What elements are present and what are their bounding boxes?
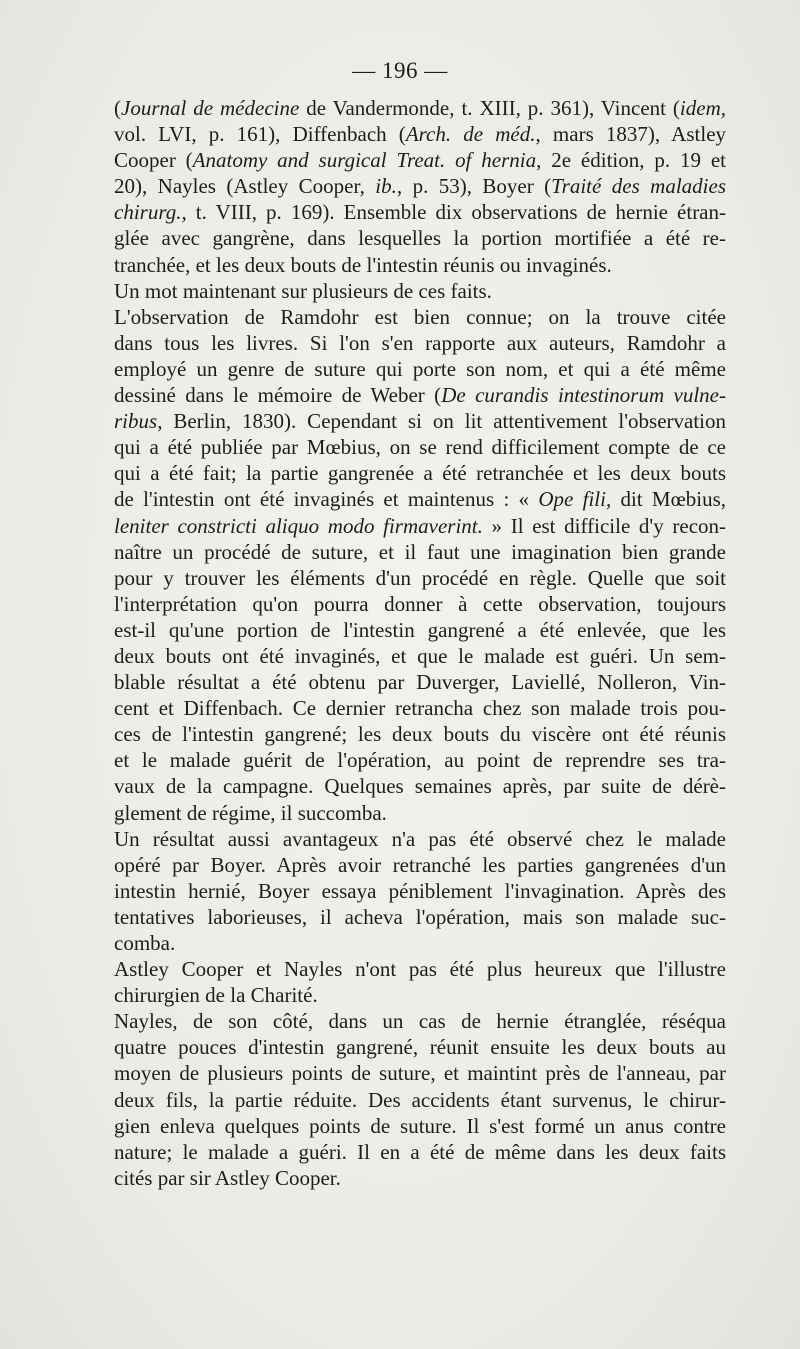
italic-text: Anatomy and surgical Treat. of hernia	[192, 148, 537, 173]
text-line	[114, 773, 726, 799]
text-run: glée avec gangrène, dans lesquelles la portion mortifiée a été re-	[114, 226, 726, 251]
text-run: dessiné dans le mémoire de Weber (	[114, 383, 442, 408]
text-run: ces de l'intestin gangrené; les deux bouts du viscère ont été réunis	[114, 722, 726, 747]
text-line	[114, 800, 726, 826]
text-line	[114, 1165, 726, 1191]
text-line	[114, 278, 726, 304]
italic-text: leniter constricti aliquo modo firmaverint.	[114, 513, 483, 538]
text-run: deux fils, la partie réduite. Des accidents étant survenus, le chirur-	[114, 1087, 726, 1112]
italic-text: Arch. de méd.	[405, 122, 536, 147]
text-run: qui a été fait; la partie gangrenée a été retranchée et les deux bouts	[114, 461, 726, 486]
text-run: gien enleva quelques points de suture. Il s'est formé un anus contre	[114, 1113, 726, 1138]
text-line	[114, 721, 726, 747]
italic-text: Journal de médecine	[121, 96, 300, 120]
text-line	[114, 486, 726, 512]
text-run: blable résultat a été obtenu par Duverger, Laviellé, Nolleron, Vin-	[114, 670, 726, 695]
text-line	[114, 356, 726, 382]
text-line	[114, 1139, 726, 1165]
text-line	[114, 460, 726, 486]
text-line	[114, 539, 726, 565]
text-run: est-il qu'une portion de l'intestin gangrené a été enlevée, que les	[114, 617, 726, 642]
text-run: , t. VIII, p. 169). Ensemble dix observations de hernie étran-	[181, 200, 726, 225]
text-line	[114, 95, 726, 121]
text-line	[114, 956, 726, 982]
text-run: L'observation de Ramdohr est bien connue; on la trouve citée	[114, 304, 726, 329]
text-run: dit Mœbius,	[611, 487, 727, 512]
text-line	[114, 591, 726, 617]
text-line	[114, 1034, 726, 1060]
text-line	[114, 669, 726, 695]
body-text	[114, 95, 726, 1191]
text-line	[114, 930, 726, 956]
text-line	[114, 565, 726, 591]
text-line	[114, 617, 726, 643]
italic-text: chirurg.	[114, 200, 182, 225]
text-run: , mars 1837), Astley	[535, 122, 727, 147]
text-run: l'interprétation qu'on pourra donner à cette observation, toujours	[114, 591, 726, 616]
italic-text: ribus	[114, 409, 158, 434]
text-line	[114, 147, 726, 173]
text-run: Cooper (	[114, 148, 193, 173]
text-run: et le malade guérit de l'opération, au point de reprendre ses tra-	[114, 748, 726, 773]
text-run: Un mot maintenant sur plusieurs de ces faits.	[114, 278, 492, 303]
text-run: , 2e édition, p. 19 et	[536, 148, 726, 173]
text-run: 20), Nayles (Astley Cooper,	[114, 174, 376, 199]
italic-text: idem,	[679, 96, 726, 120]
text-run: dans tous les livres. Si l'on s'en rapporte aux auteurs, Ramdohr a	[114, 330, 726, 355]
italic-text: Traité des maladies	[551, 174, 726, 199]
text-line	[114, 408, 726, 434]
text-line	[114, 852, 726, 878]
text-line	[114, 826, 726, 852]
text-line	[114, 173, 726, 199]
text-run: tentatives laborieuses, il acheva l'opération, mais son malade suc-	[114, 904, 726, 929]
text-line	[114, 904, 726, 930]
text-run: qui a été publiée par Mœbius, on se rend difficilement compte de ce	[114, 435, 726, 460]
text-line	[114, 1008, 726, 1034]
text-run: de l'intestin ont été invaginés et maintenus : «	[114, 487, 539, 512]
text-run: moyen de plusieurs points de suture, et maintint près de l'anneau, par	[114, 1061, 726, 1086]
text-run: nature; le malade a guéri. Il en a été de même dans les deux faits	[114, 1139, 726, 1164]
text-line	[114, 1113, 726, 1139]
text-line	[114, 330, 726, 356]
text-line	[114, 643, 726, 669]
text-run: pour y trouver les éléments d'un procédé en règle. Quelle que soit	[114, 565, 726, 590]
text-run: comba.	[114, 931, 176, 955]
page-number: — 196 —	[352, 58, 448, 83]
text-run: , p. 53), Boyer (	[396, 174, 552, 199]
text-line	[114, 434, 726, 460]
text-run: deux bouts ont été invaginés, et que le malade est guéri. Un sem-	[114, 643, 726, 668]
text-line	[114, 878, 726, 904]
text-run: naître un procédé de suture, et il faut une imagination bien grande	[114, 539, 726, 564]
italic-text: ib.	[375, 174, 397, 199]
text-line	[114, 225, 726, 251]
text-run: cent et Diffenbach. Ce dernier retrancha chez son malade trois pou-	[114, 696, 726, 721]
italic-text: Ope fili,	[538, 487, 612, 512]
text-line	[114, 513, 726, 539]
text-run: Un résultat aussi avantageux n'a pas été observé chez le malade	[114, 826, 726, 851]
text-run: employé un genre de suture qui porte son nom, et qui a été même	[114, 356, 726, 381]
text-line	[114, 199, 726, 225]
text-run: Nayles, de son côté, dans un cas de hernie étranglée, réséqua	[114, 1009, 726, 1034]
text-run: tranchée, et les deux bouts de l'intestin réunis ou invaginés.	[114, 252, 612, 277]
text-line	[114, 382, 726, 408]
text-run: vol. LVI, p. 161), Diffenbach (	[114, 122, 406, 147]
text-line	[114, 695, 726, 721]
text-line	[114, 252, 726, 278]
text-line	[114, 121, 726, 147]
text-run: cités par sir Astley Cooper.	[114, 1165, 341, 1190]
text-run: , Berlin, 1830). Cependant si on lit attentivement l'observation	[157, 409, 726, 434]
text-run: glement de régime, il succomba.	[114, 800, 387, 825]
text-run: intestin hernié, Boyer essaya péniblement l'invagination. Après des	[114, 878, 726, 903]
text-run: » Il est difficile d'y recon-	[482, 513, 727, 538]
text-run: de Vandermonde, t. XIII, p. 361), Vincent (	[299, 96, 680, 120]
text-line	[114, 982, 726, 1008]
text-run: chirurgien de la Charité.	[114, 983, 318, 1008]
text-run: Astley Cooper et Nayles n'ont pas été plus heureux que l'illustre	[114, 957, 726, 982]
text-line	[114, 1087, 726, 1113]
text-line	[114, 747, 726, 773]
text-run: opéré par Boyer. Après avoir retranché les parties gangrenées d'un	[114, 852, 726, 877]
text-run: vaux de la campagne. Quelques semaines après, par suite de dérè-	[114, 774, 726, 799]
text-run: quatre pouces d'intestin gangrené, réunit ensuite les deux bouts au	[114, 1035, 726, 1060]
text-line	[114, 304, 726, 330]
italic-text: De curandis intestinorum vulne-	[441, 383, 726, 408]
text-run: (	[114, 96, 121, 120]
text-line	[114, 1060, 726, 1086]
